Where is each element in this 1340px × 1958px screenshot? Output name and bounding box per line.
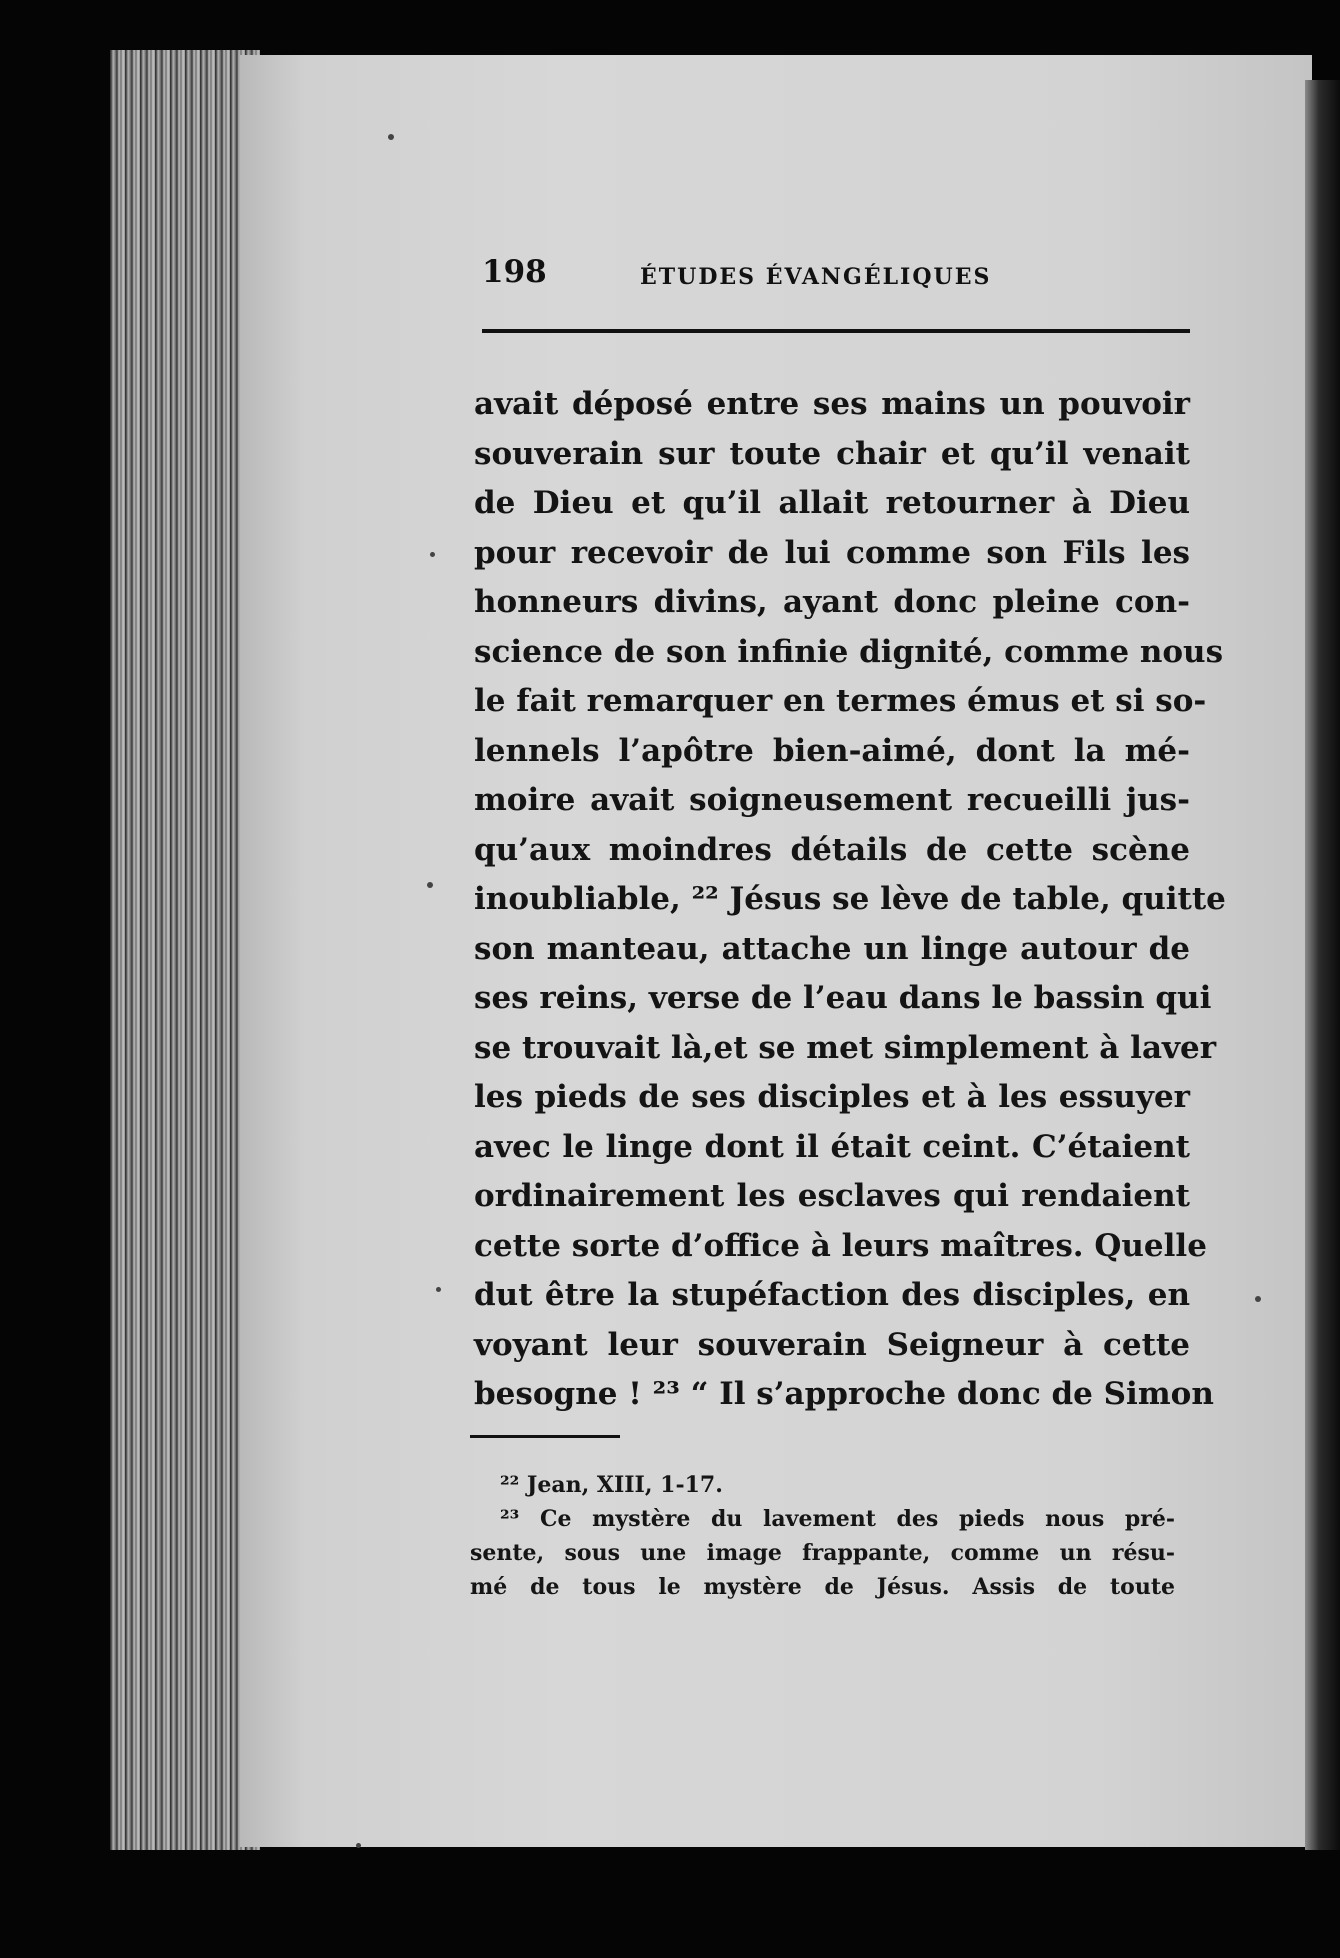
page-fold-shadow xyxy=(1305,80,1340,1850)
text-line: dut être la stupéfaction des disciples, en xyxy=(474,1277,1190,1313)
text-line: avec le linge dont il était ceint. C’étaient xyxy=(474,1128,1190,1165)
paper-speck xyxy=(356,1843,361,1848)
footnote-line: ²³ Ce mystère du lavement des pieds nous pré- xyxy=(500,1506,1175,1532)
footnote-rule xyxy=(470,1435,620,1438)
footnote-line: sente, sous une image frappante, comme un résu- xyxy=(470,1540,1175,1566)
text-line: souverain sur toute chair et qu’il venait xyxy=(474,435,1190,472)
text-line: ordinairement les esclaves qui rendaient xyxy=(474,1178,1190,1214)
text-line: le fait remarquer en termes émus et si so- xyxy=(474,683,1207,719)
page-header xyxy=(482,254,1190,294)
paper-speck xyxy=(427,882,433,888)
paper-speck xyxy=(1255,1296,1261,1302)
text-line: science de son infinie dignité, comme nous xyxy=(474,633,1224,670)
text-line: son manteau, attache un linge autour de xyxy=(474,930,1190,967)
paper-speck xyxy=(430,552,435,557)
text-line: de Dieu et qu’il allait retourner à Dieu xyxy=(474,485,1190,521)
body-text xyxy=(474,380,1226,1420)
text-line: lennels l’apôtre bien-aimé, dont la mé- xyxy=(474,732,1190,769)
paper-speck xyxy=(436,1287,441,1292)
text-line: les pieds de ses disciples et à les essuyer xyxy=(474,1079,1190,1115)
page-number: 198 xyxy=(482,254,547,290)
text-line: cette sorte d’office à leurs maîtres. Quelle xyxy=(474,1227,1207,1264)
text-line: qu’aux moindres détails de cette scène xyxy=(474,831,1190,868)
text-line: ses reins, verse de l’eau dans le bassin qui xyxy=(474,980,1212,1016)
text-line: avait déposé entre ses mains un pouvoir xyxy=(474,386,1190,422)
text-line: pour recevoir de lui comme son Fils les xyxy=(474,534,1190,571)
header-rule xyxy=(482,329,1190,333)
text-line: besogne ! ²³ “ Il s’approche donc de Simon xyxy=(474,1376,1214,1412)
footnote-line: mé de tous le mystère de Jésus. Assis de toute xyxy=(470,1574,1175,1600)
text-line: moire avait soigneusement recueilli jus- xyxy=(474,782,1190,818)
footnotes xyxy=(470,1468,1175,1604)
running-title: ÉTUDES ÉVANGÉLIQUES xyxy=(640,264,992,290)
book-spine-edge xyxy=(110,50,260,1850)
paper-speck xyxy=(388,134,394,140)
footnote-line: ²² Jean, XIII, 1-17. xyxy=(500,1472,723,1498)
text-line: se trouvait là,et se met simplement à laver xyxy=(474,1029,1217,1066)
text-line: voyant leur souverain Seigneur à cette xyxy=(474,1326,1190,1363)
text-line: honneurs divins, ayant donc pleine con- xyxy=(474,584,1190,620)
text-line: inoubliable, ²² Jésus se lève de table, quitte xyxy=(474,881,1226,917)
